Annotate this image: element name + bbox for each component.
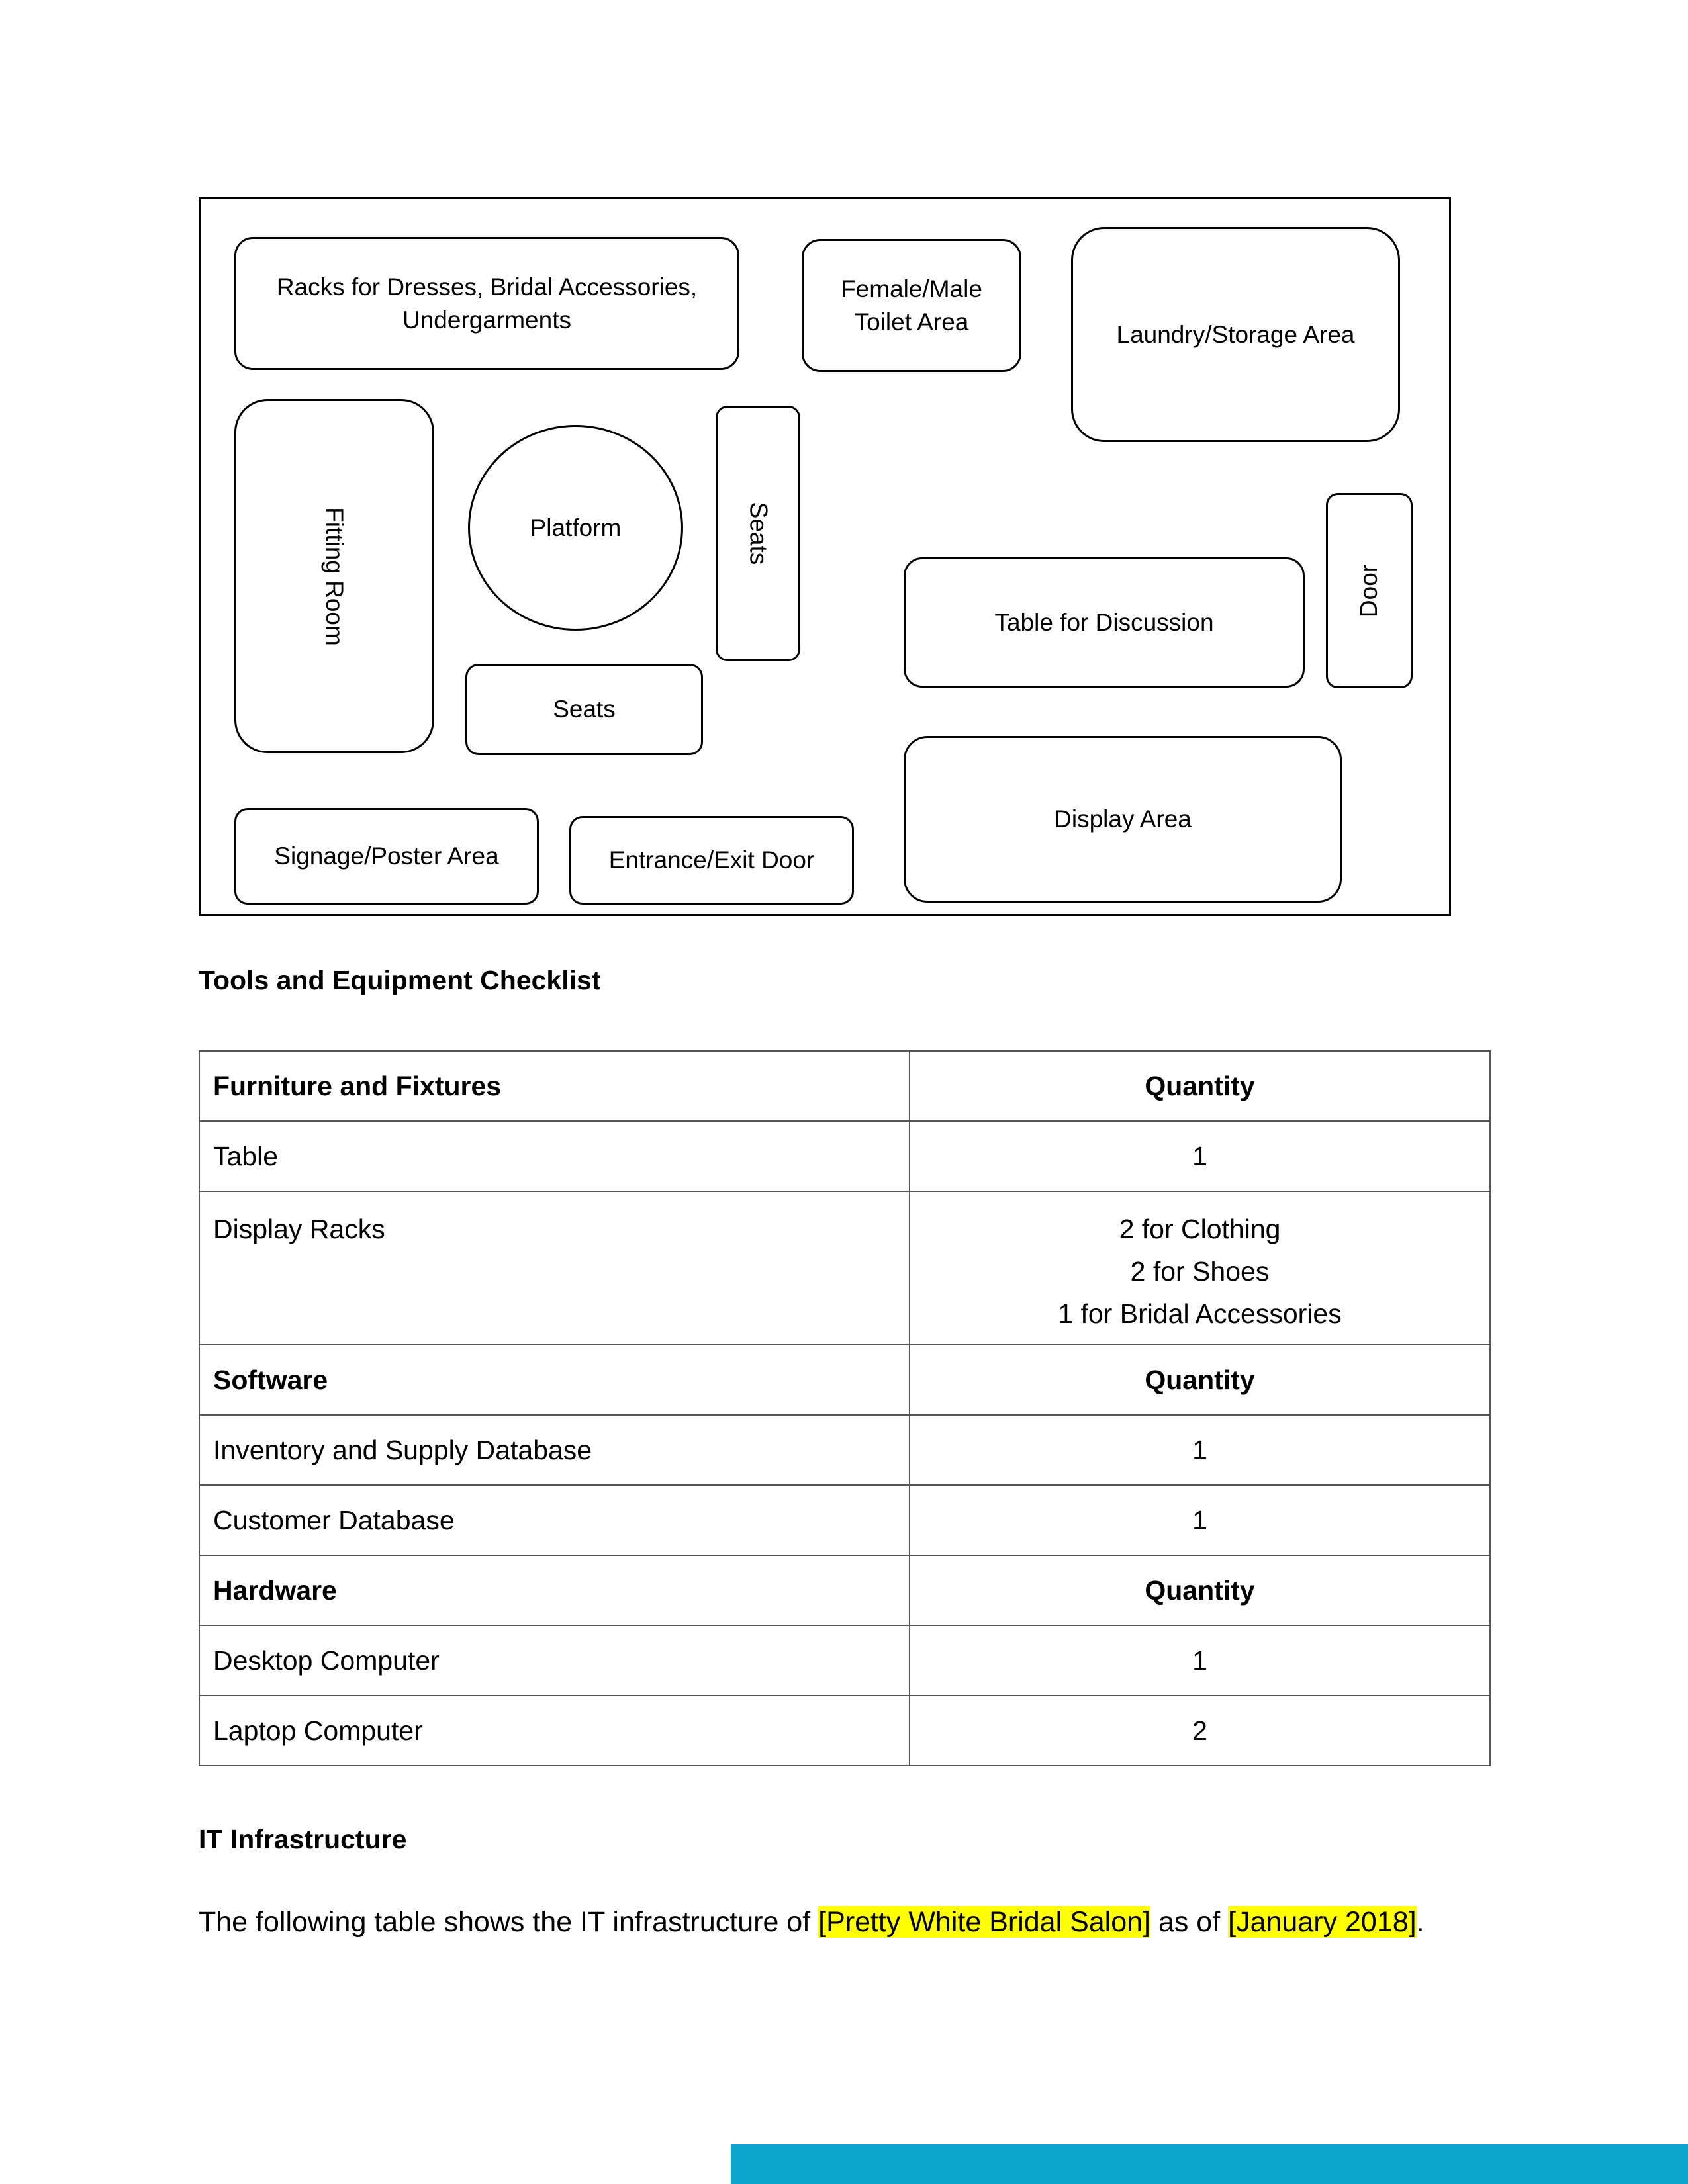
equipment-checklist-table [199, 1050, 1491, 1766]
signage-label: Signage/Poster Area [274, 842, 499, 870]
paragraph-text-middle: as of [1150, 1906, 1229, 1938]
racks-zone-label: Racks for Dresses, Bridal Accessories, Undergarments [276, 273, 698, 334]
door-zone [1326, 493, 1413, 688]
item-cell: Table [199, 1121, 910, 1191]
quantity-line: 2 for Shoes [1130, 1256, 1270, 1287]
table-row [199, 1625, 1490, 1696]
platform-zone [468, 425, 683, 631]
quantity-cell: 2 [910, 1696, 1490, 1766]
paragraph-text-before: The following table shows the IT infrastructure of [199, 1906, 819, 1938]
it-infrastructure-heading: IT Infrastructure [199, 1824, 407, 1854]
toilet-zone-label: Female/Male Toilet Area [841, 275, 982, 336]
platform-label: Platform [530, 514, 622, 541]
table-row [199, 1191, 1490, 1345]
seats-horizontal-zone [465, 664, 703, 755]
quantity-line: 1 for Bridal Accessories [1058, 1298, 1342, 1329]
fitting-room-zone [234, 399, 434, 753]
quantity-header-cell: Quantity [910, 1555, 1490, 1625]
quantity-line: 2 for Clothing [1119, 1214, 1281, 1244]
table-section-header [199, 1555, 1490, 1625]
quantity-cell: 1 [910, 1625, 1490, 1696]
company-placeholder: [Pretty White Bridal Salon] [818, 1906, 1150, 1938]
section-header-cell: Hardware [199, 1555, 910, 1625]
section-header-cell: Software [199, 1345, 910, 1415]
table-section-header [199, 1051, 1490, 1121]
laundry-zone-label: Laundry/Storage Area [1116, 320, 1355, 348]
table-section-header [199, 1345, 1490, 1415]
signage-zone [234, 808, 539, 905]
table-row [199, 1696, 1490, 1766]
quantity-header-cell: Quantity [910, 1345, 1490, 1415]
checklist-heading: Tools and Equipment Checklist [199, 965, 601, 995]
floor-plan [199, 197, 1451, 916]
paragraph-text-after: . [1416, 1906, 1425, 1938]
date-placeholder: [January 2018] [1228, 1906, 1417, 1938]
it-infrastructure-paragraph [199, 1906, 1425, 1938]
fitting-room-label: Fitting Room [320, 506, 348, 646]
table-discussion-zone [904, 557, 1305, 688]
item-cell: Customer Database [199, 1485, 910, 1555]
entrance-zone [569, 816, 854, 905]
table-row [199, 1415, 1490, 1485]
quantity-cell: 1 [910, 1485, 1490, 1555]
seats-vertical-zone [716, 406, 800, 661]
table-discussion-label: Table for Discussion [994, 608, 1214, 636]
quantity-cell [910, 1191, 1490, 1345]
table-row [199, 1121, 1490, 1191]
seats-horizontal-label: Seats [553, 696, 616, 723]
entrance-label: Entrance/Exit Door [608, 846, 815, 874]
quantity-header-cell: Quantity [910, 1051, 1490, 1121]
display-area-label: Display Area [1054, 805, 1192, 833]
item-cell: Desktop Computer [199, 1625, 910, 1696]
seats-vertical-label: Seats [744, 502, 772, 565]
toilet-zone [802, 239, 1021, 372]
footer-accent-bar [731, 2144, 1688, 2184]
quantity-cell: 1 [910, 1415, 1490, 1485]
racks-zone [234, 237, 739, 370]
table-row [199, 1485, 1490, 1555]
display-area-zone [904, 736, 1342, 903]
laundry-zone [1071, 227, 1400, 442]
item-cell: Laptop Computer [199, 1696, 910, 1766]
item-cell: Display Racks [199, 1191, 910, 1345]
section-header-cell: Furniture and Fixtures [199, 1051, 910, 1121]
door-label: Door [1355, 564, 1383, 617]
quantity-cell: 1 [910, 1121, 1490, 1191]
item-cell: Inventory and Supply Database [199, 1415, 910, 1485]
